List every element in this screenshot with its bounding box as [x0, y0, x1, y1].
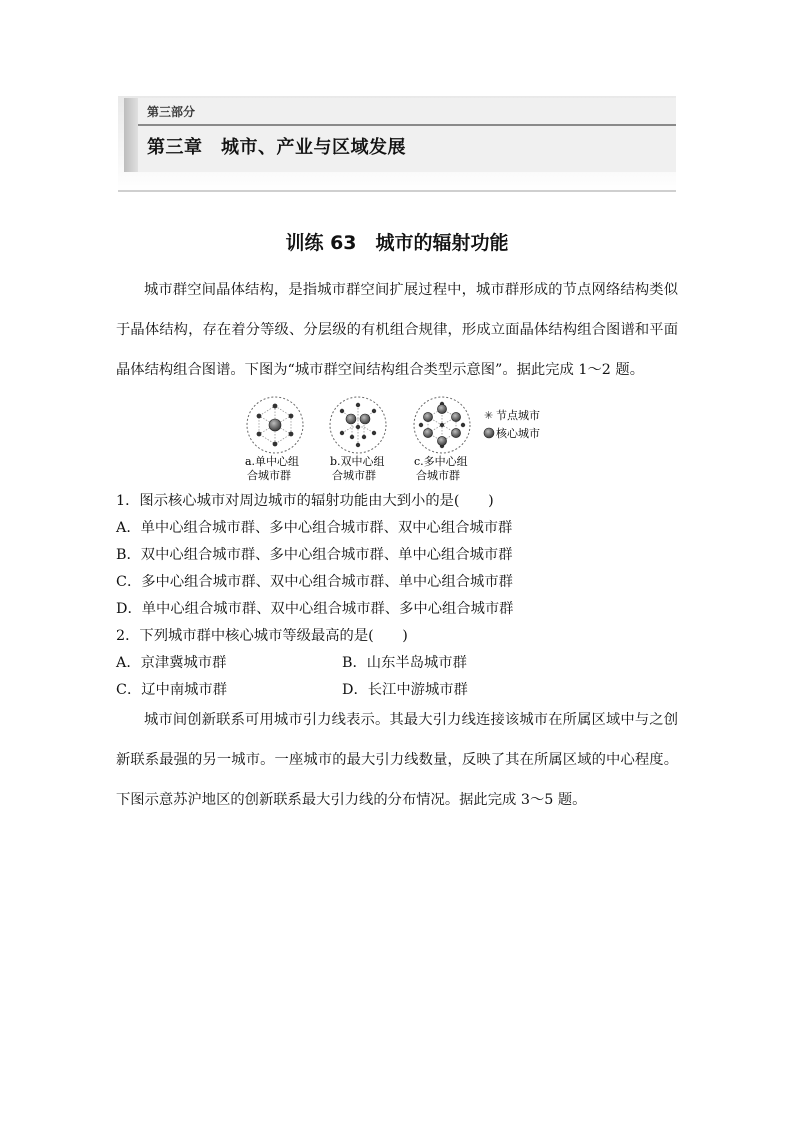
question-2-option-c[interactable]: C．辽中南城市群 — [116, 682, 228, 698]
caption-a-line1: a.单中心组 — [245, 455, 300, 468]
diagram-double-center — [330, 397, 386, 453]
city-cluster-figure — [238, 392, 558, 484]
question-2-option-a[interactable]: A．京津冀城市群 — [116, 655, 227, 671]
question-1-option-c[interactable]: C．多中心组合城市群、双中心组合城市群、单中心组合城市群 — [116, 574, 513, 590]
lesson-title: 训练 63 城市的辐射功能 — [285, 232, 509, 254]
figure-legend — [484, 408, 540, 440]
question-1-option-b[interactable]: B．双中心组合城市群、多中心组合城市群、单中心组合城市群 — [116, 547, 513, 563]
chapter-title: 第三章 城市、产业与区域发展 — [147, 137, 406, 158]
diagram-single-center — [247, 397, 303, 453]
caption-c-line2: 合城市群 — [416, 469, 460, 482]
question-1-option-d[interactable]: D．单中心组合城市群、双中心组合城市群、多中心组合城市群 — [116, 601, 514, 617]
legend-core-city: 核心城市 — [496, 427, 540, 440]
chapter-header-accent — [124, 98, 138, 172]
caption-b-line2: 合城市群 — [332, 469, 376, 482]
question-2-stem: 2．下列城市群中核心城市等级最高的是( ) — [116, 628, 408, 644]
diagram-multi-center — [414, 397, 470, 453]
question-2-option-d[interactable]: D．长江中游城市群 — [342, 682, 468, 698]
core-city-symbol-icon — [484, 428, 494, 438]
caption-b-line1: b.双中心组 — [330, 455, 385, 468]
header-bottom-rule — [118, 190, 676, 192]
header-divider — [138, 124, 676, 126]
part-label: 第三部分 — [147, 105, 196, 119]
legend-node-city: 节点城市 — [496, 409, 540, 422]
question-1-option-a[interactable]: A．单中心组合城市群、多中心组合城市群、双中心组合城市群 — [116, 520, 513, 536]
node-city-symbol-icon: ✳ — [484, 409, 494, 422]
caption-a-line2: 合城市群 — [247, 469, 291, 482]
question-2-option-b[interactable]: B．山东半岛城市群 — [342, 655, 467, 671]
question-1-stem: 1．图示核心城市对周边城市的辐射功能由大到小的是( ) — [116, 493, 494, 509]
intro-paragraph: 城市群空间晶体结构，是指城市群空间扩展过程中，城市群形成的节点网络结构类似于晶体结构，存在着分等级、分层级的有机组合规律，形成立面晶体结构组合图谱和平面晶体结构组合图谱。下图为“城市群空间结构组合类型示意图”。据此完成 1～2 题。 — [116, 282, 678, 378]
caption-c-line1: c.多中心组 — [414, 455, 468, 468]
second-paragraph: 城市间创新联系可用城市引力线表示。其最大引力线连接该城市在所属区域中与之创新联系最强的另一城市。一座城市的最大引力线数量，反映了其在所属区域的中心程度。下图示意苏沪地区的创新联系最大引力线的分布情况。据此完成 3～5 题。 — [116, 712, 678, 808]
